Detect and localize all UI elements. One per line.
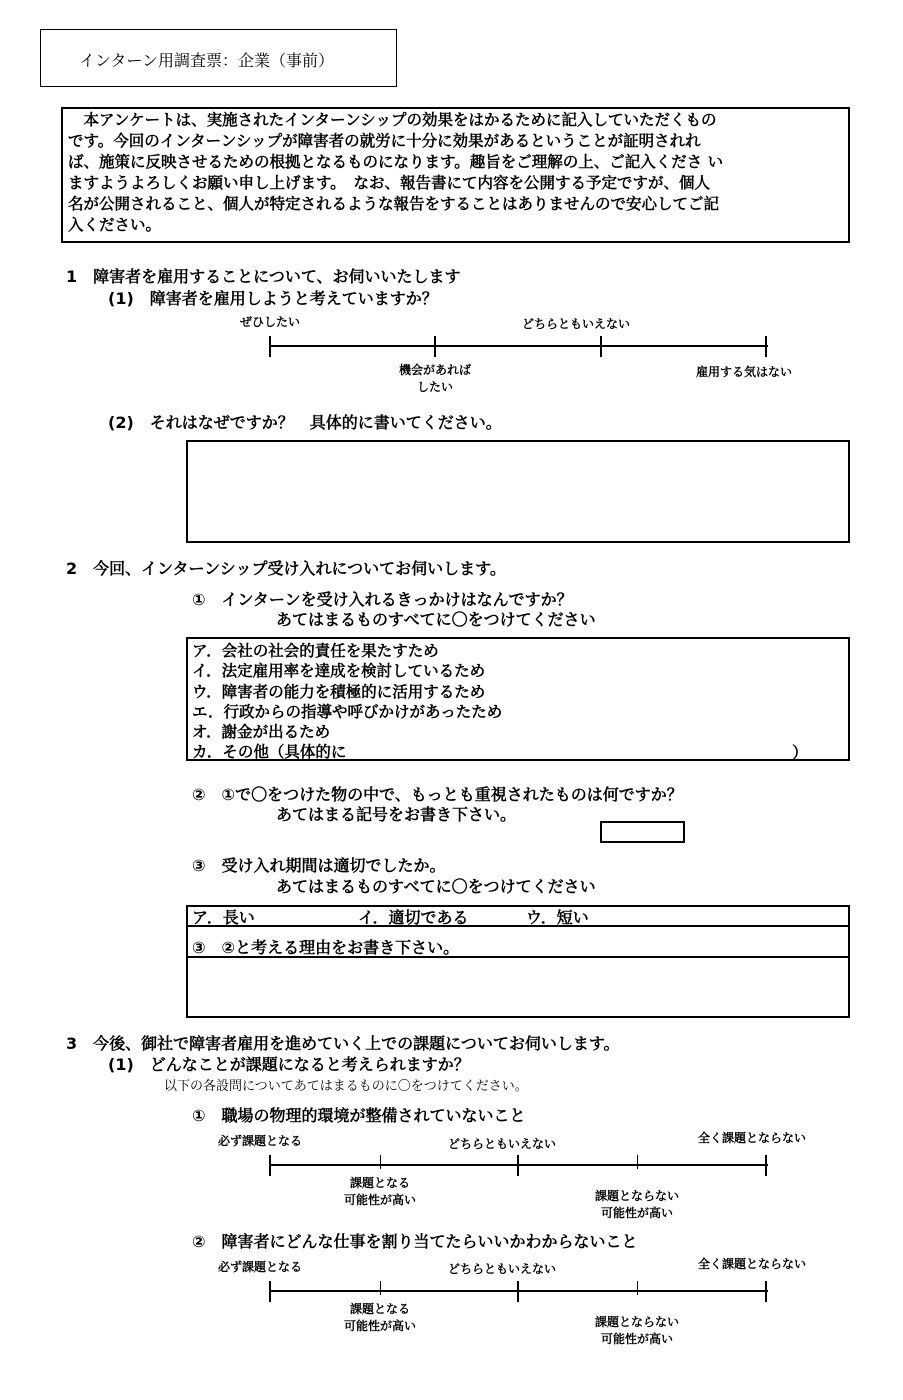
- period-option-appropriate[interactable]: イ．適切である: [358, 908, 469, 927]
- intro-line: ますようよろしくお願い申し上げます。 なお、報告書にて内容を公開する予定ですが、個人: [68, 174, 711, 192]
- scale1-tick: [600, 336, 602, 357]
- scaleA-label-bottom-a: 課題となる 可能性が高い: [343, 1176, 416, 1207]
- scaleB-label-bottom-a: 課題となる 可能性が高い: [343, 1302, 416, 1333]
- scaleA-tick: [637, 1155, 638, 1169]
- section-1-heading: 1 障害者を雇用することについて、お伺いいたします: [66, 267, 461, 286]
- option-item[interactable]: ウ．障害者の能力を積極的に活用するため: [192, 683, 486, 701]
- scaleB-label-top-right: 全く課題とならない: [698, 1257, 807, 1271]
- option-item[interactable]: エ．行政からの指導や呼びかけがあったため: [192, 703, 503, 721]
- option-item[interactable]: イ．法定雇用率を達成を検討しているため: [192, 662, 486, 680]
- scaleA-label-top-mid: どちらともいえない: [448, 1137, 557, 1151]
- scale1-label-top-mid: どちらともいえない: [522, 317, 631, 331]
- intro-line: です。今回のインターンシップが障害者の就労に十分に効果があるということが証明されれ: [68, 132, 701, 150]
- page-title: インターン用調査票：企業（事前）: [79, 51, 335, 70]
- section-3-q1: (1) どんなことが課題になると考えられますか？: [108, 1055, 470, 1074]
- scale1-label-bottom-right: 雇用する気はない: [696, 365, 793, 379]
- section-3-note: 以下の各設問についてあてはまるものに〇をつけてください。: [164, 1079, 528, 1094]
- period-option-short[interactable]: ウ．短い: [526, 908, 589, 927]
- intro-line: 本アンケートは、実施されたインターンシップの効果をはかるために記入していただくもの: [68, 111, 717, 129]
- scale1-tick: [765, 336, 767, 357]
- scaleA-tick: [765, 1155, 767, 1176]
- scaleA-label-top-left: 必ず課題となる: [218, 1134, 303, 1148]
- section-3-item-1: ① 職場の物理的環境が整備されていないこと: [192, 1106, 526, 1125]
- scale1-label-top-left: ぜひしたい: [240, 315, 301, 329]
- section-2-q2-note: あてはまる記号をお書き下さい。: [276, 805, 517, 824]
- symbol-answer-box[interactable]: [600, 821, 685, 843]
- scaleB-label-bottom-b: 課題とならない 可能性が高い: [594, 1315, 679, 1346]
- scaleA-line: [270, 1164, 768, 1166]
- section-1-q1: (1) 障害者を雇用しようと考えていますか？: [108, 289, 438, 308]
- option-item[interactable]: ア．会社の社会的責任を果たすため: [192, 642, 439, 660]
- title-box: [40, 29, 397, 87]
- period-option-long[interactable]: ア．長い: [192, 908, 255, 927]
- scaleA-label-bottom-b: 課題とならない 可能性が高い: [594, 1189, 679, 1220]
- section-3-heading: 3 今後、御社で障害者雇用を進めていく上での課題についてお伺いします。: [66, 1034, 620, 1053]
- scale1-tick: [434, 336, 436, 357]
- section-2-q2: ② ①で〇をつけた物の中で、もっとも重視されたものは何ですか？: [192, 785, 683, 804]
- option-item[interactable]: オ．謝金が出るため: [192, 723, 331, 741]
- section-1-q2: (2) それはなぜですか？ 具体的に書いてください。: [108, 413, 502, 432]
- scaleB-tick: [637, 1281, 638, 1295]
- section-2-q1: ① インターンを受け入れるきっかけはなんですか？: [192, 590, 573, 609]
- scaleA-tick: [269, 1155, 271, 1176]
- scale1-label-bottom-mid: 機会があれば したい: [398, 363, 471, 394]
- scale1-line: [270, 345, 768, 347]
- scaleB-tick: [517, 1281, 519, 1302]
- scaleB-tick: [380, 1281, 381, 1295]
- period-box: [186, 905, 850, 927]
- scaleA-tick: [380, 1155, 381, 1169]
- option-item[interactable]: カ．その他（具体的に: [192, 743, 347, 761]
- intro-line: ば、施策に反映させるための根拠となるものになります。趣旨をご理解の上、ご記入くださ い: [68, 153, 724, 171]
- scaleB-tick: [269, 1281, 271, 1302]
- intro-line: 入ください。: [68, 216, 162, 234]
- intro-line: 名が公開されること、個人が特定されるような報告をすることはありませんので安心してご記: [68, 195, 720, 213]
- section-2-q3: ③ 受け入れ期間は適切でしたか。: [192, 856, 446, 875]
- scaleB-label-top-mid: どちらともいえない: [448, 1262, 557, 1276]
- section-2-q1-note: あてはまるものすべてに〇をつけてください: [276, 610, 596, 629]
- option-other-close: ）: [792, 743, 809, 762]
- reason2-textbox[interactable]: [186, 956, 850, 1018]
- section-2-heading: 2 今回、インターンシップ受け入れについてお伺いします。: [66, 559, 506, 578]
- scaleB-tick: [765, 1281, 767, 1302]
- scale1-tick: [269, 336, 271, 357]
- reason-textbox[interactable]: [186, 440, 850, 543]
- scaleB-line: [270, 1290, 768, 1292]
- section-2-q4: ③ ②と考える理由をお書き下さい。: [192, 938, 460, 957]
- scaleA-tick: [517, 1155, 519, 1176]
- section-3-item-2: ② 障害者にどんな仕事を割り当てたらいいかわからないこと: [192, 1232, 638, 1251]
- section-2-q3-note: あてはまるものすべてに〇をつけてください: [276, 877, 596, 896]
- scaleA-label-top-right: 全く課題とならない: [698, 1131, 807, 1145]
- scaleB-label-top-left: 必ず課題となる: [218, 1260, 303, 1274]
